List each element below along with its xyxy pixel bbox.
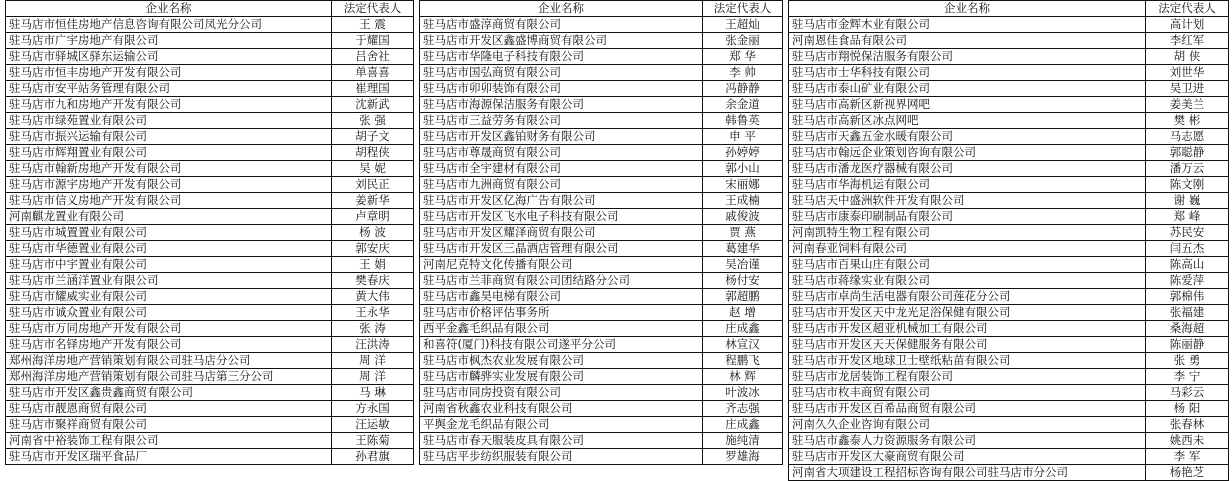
- company-name-cell: 驻马店平步纺织服装有限公司: [420, 449, 703, 465]
- company-name-cell: 驻马店市华德置业有限公司: [6, 241, 332, 257]
- table-row: [789, 113, 1229, 129]
- table-row: [420, 209, 783, 225]
- company-name-cell: 驻马店市高新区冰点网吧: [789, 113, 1146, 129]
- legal-rep-cell: 桑海超: [1146, 321, 1229, 337]
- company-name-cell: 驻马店市聚祥商贸有限公司: [6, 417, 332, 433]
- company-name-cell: 驻马店市万同房地产开发有限公司: [6, 321, 332, 337]
- company-name-cell: 驻马店市开发区耀泽商贸有限公司: [420, 225, 703, 241]
- company-name-cell: 驻马店市卯卯装饰有限公司: [420, 81, 703, 97]
- table-row: [789, 145, 1229, 161]
- legal-rep-cell: 周 洋: [332, 353, 414, 369]
- legal-rep-cell: 姚西未: [1146, 433, 1229, 449]
- table-row: [6, 97, 414, 113]
- company-name-cell: 驻马店市盛淳商贸有限公司: [420, 17, 703, 33]
- company-name-cell: 驻马店市翰新房地产开发有限公司: [6, 161, 332, 177]
- table-row: [789, 193, 1229, 209]
- company-name-header: 企业名称: [6, 1, 332, 17]
- table-row: [420, 129, 783, 145]
- table-row: [789, 465, 1229, 481]
- table-row: [420, 145, 783, 161]
- company-name-cell: 驻马店市鑫泰人力资源服务有限公司: [789, 433, 1146, 449]
- table-row: [6, 129, 414, 145]
- legal-rep-cell: 李 帅: [703, 65, 783, 81]
- company-name-cell: 郑州海洋房地产营销策划有限公司驻马店分公司: [6, 353, 332, 369]
- company-name-cell: 驻马店市信义房地产开发有限公司: [6, 193, 332, 209]
- legal-rep-cell: 贾 燕: [703, 225, 783, 241]
- company-name-cell: 驻马店市开发区百希品商贸有限公司: [789, 401, 1146, 417]
- legal-rep-cell: 胡子文: [332, 129, 414, 145]
- legal-rep-cell: 杨艳芝: [1146, 465, 1229, 481]
- company-name-cell: 驻马店市士华科技有限公司: [789, 65, 1146, 81]
- company-name-cell: 驻马店市华海机运有限公司: [789, 177, 1146, 193]
- table-row: [420, 353, 783, 369]
- table-row: [420, 385, 783, 401]
- company-name-cell: 驻马店市开发区天天保健服务有限公司: [789, 337, 1146, 353]
- legal-rep-cell: 齐志强: [703, 401, 783, 417]
- legal-rep-cell: 胡程侠: [332, 145, 414, 161]
- table-row: [420, 49, 783, 65]
- company-name-cell: 河南省中裕装饰工程有限公司: [6, 433, 332, 449]
- company-name-cell: 驻马店市开发区飞水电子科技有限公司: [420, 209, 703, 225]
- table-row: [789, 369, 1229, 385]
- table-row: [6, 81, 414, 97]
- company-name-cell: 平舆金龙毛织品有限公司: [420, 417, 703, 433]
- table-row: [6, 241, 414, 257]
- company-name-cell: 驻马店市卓尚生活电器有限公司莲花分公司: [789, 289, 1146, 305]
- legal-rep-cell: 马彩云: [1146, 385, 1229, 401]
- legal-rep-cell: 程鹏飞: [703, 353, 783, 369]
- legal-rep-cell: 沈新武: [332, 97, 414, 113]
- table-row: [789, 433, 1229, 449]
- table-row: [789, 337, 1229, 353]
- company-name-cell: 河南凯特生物工程有限公司: [789, 225, 1146, 241]
- table-row: [6, 369, 414, 385]
- table-row: [6, 449, 414, 465]
- legal-rep-cell: 杨付安: [703, 273, 783, 289]
- legal-rep-cell: 孙君旗: [332, 449, 414, 465]
- table-row: [420, 321, 783, 337]
- company-name-cell: 驻马店市开发区大豪商贸有限公司: [789, 449, 1146, 465]
- company-name-cell: 驻马店市康泰印刷制品有限公司: [789, 209, 1146, 225]
- legal-rep-cell: 闫五杰: [1146, 241, 1229, 257]
- legal-rep-cell: 于耀国: [332, 33, 414, 49]
- table-row: [6, 113, 414, 129]
- legal-rep-cell: 赵 增: [703, 305, 783, 321]
- legal-rep-cell: 吴 妮: [332, 161, 414, 177]
- table-row: [420, 369, 783, 385]
- legal-rep-cell: 杨 波: [332, 225, 414, 241]
- table-row: [420, 401, 783, 417]
- company-name-cell: 驻马店市名铎房地产开发有限公司: [6, 337, 332, 353]
- company-name-cell: 驻马店市开发区三晶酒店管理有限公司: [420, 241, 703, 257]
- legal-rep-cell: 王 震: [332, 17, 414, 33]
- company-name-cell: 驻马店市全宇建材有限公司: [420, 161, 703, 177]
- table-row: [420, 17, 783, 33]
- company-name-cell: 驻马店市开发区亿海广告有限公司: [420, 193, 703, 209]
- table-row: [6, 49, 414, 65]
- legal-rep-cell: 冯静静: [703, 81, 783, 97]
- header-row: [6, 1, 414, 17]
- company-name-cell: 驻马店市城置置业有限公司: [6, 225, 332, 241]
- table-row: [789, 449, 1229, 465]
- company-name-cell: 驻马店市安平站务管理有限公司: [6, 81, 332, 97]
- legal-rep-cell: 张春林: [1146, 417, 1229, 433]
- legal-rep-cell: 高计划: [1146, 17, 1229, 33]
- company-name-cell: 驻马店市翔悦保洁服务有限公司: [789, 49, 1146, 65]
- legal-rep-cell: 陈高山: [1146, 257, 1229, 273]
- legal-rep-cell: 宋丽娜: [703, 177, 783, 193]
- legal-rep-cell: 王超灿: [703, 17, 783, 33]
- company-name-cell: 驻马店市潘龙医疗器械有限公司: [789, 161, 1146, 177]
- company-name-cell: 驻马店市开发区瑞平食品厂: [6, 449, 332, 465]
- table-row: [6, 65, 414, 81]
- company-name-cell: 驻马店市金辉木业有限公司: [789, 17, 1146, 33]
- legal-rep-cell: 郭聪静: [1146, 145, 1229, 161]
- table-row: [789, 321, 1229, 337]
- table-row: [420, 337, 783, 353]
- table-body: [789, 17, 1229, 481]
- company-name-cell: 驻马店市枫杰农业发展有限公司: [420, 353, 703, 369]
- legal-rep-cell: 李 宁: [1146, 369, 1229, 385]
- legal-rep-cell: 胡 侠: [1146, 49, 1229, 65]
- company-name-cell: 驻马店市国弘商贸有限公司: [420, 65, 703, 81]
- legal-rep-cell: 卢章明: [332, 209, 414, 225]
- table-row: [789, 305, 1229, 321]
- table-row: [420, 225, 783, 241]
- company-name-cell: 驻马店市九和房地产开发有限公司: [6, 97, 332, 113]
- legal-rep-cell: 余金道: [703, 97, 783, 113]
- legal-rep-cell: 罗雄海: [703, 449, 783, 465]
- company-name-cell: 驻马店市恒佳房地产信息咨询有限公司凤光分公司: [6, 17, 332, 33]
- table-row: [420, 65, 783, 81]
- company-name-cell: 河南省大项建设工程招标咨询有限公司驻马店市分公司: [789, 465, 1146, 481]
- company-name-cell: 西平金鑫毛织品有限公司: [420, 321, 703, 337]
- company-name-cell: 驻马店天中盛洲软件开发有限公司: [789, 193, 1146, 209]
- table-row: [789, 177, 1229, 193]
- table-row: [6, 417, 414, 433]
- table-row: [420, 193, 783, 209]
- company-name-cell: 驻马店市华隆电子科技有限公司: [420, 49, 703, 65]
- table-row: [789, 209, 1229, 225]
- table-row: [789, 225, 1229, 241]
- company-name-header: 企业名称: [789, 1, 1146, 17]
- legal-rep-cell: 谢 巍: [1146, 193, 1229, 209]
- table-row: [420, 241, 783, 257]
- table-row: [6, 433, 414, 449]
- table-row: [789, 17, 1229, 33]
- table-row: [420, 289, 783, 305]
- table-row: [789, 49, 1229, 65]
- company-name-cell: 河南麒龙置业有限公司: [6, 209, 332, 225]
- header-row: [420, 1, 783, 17]
- legal-rep-cell: 郭棉伟: [1146, 289, 1229, 305]
- legal-rep-cell: 单喜喜: [332, 65, 414, 81]
- legal-rep-cell: 陈文刚: [1146, 177, 1229, 193]
- legal-rep-cell: 叶波冰: [703, 385, 783, 401]
- table-row: [6, 273, 414, 289]
- legal-rep-cell: 苏民安: [1146, 225, 1229, 241]
- table-body: [6, 17, 414, 465]
- legal-rep-cell: 崔理国: [332, 81, 414, 97]
- table-row: [6, 337, 414, 353]
- table-row: [420, 305, 783, 321]
- company-name-cell: 驻马店市海源保洁服务有限公司: [420, 97, 703, 113]
- table-row: [789, 417, 1229, 433]
- table-row: [420, 97, 783, 113]
- company-name-cell: 驻马店市中宇置业有限公司: [6, 257, 332, 273]
- company-name-cell: 驻马店市尊晟商贸有限公司: [420, 145, 703, 161]
- table-row: [6, 161, 414, 177]
- table-row: [6, 321, 414, 337]
- company-name-cell: 河南省秋鑫农业科技有限公司: [420, 401, 703, 417]
- table-row: [420, 33, 783, 49]
- company-name-cell: 驻马店市开发区地球卫士壁纸粘苗有限公司: [789, 353, 1146, 369]
- company-name-cell: 郑州海洋房地产营销策划有限公司驻马店第三分公司: [6, 369, 332, 385]
- legal-rep-cell: 张 勇: [1146, 353, 1229, 369]
- company-name-cell: 驻马店市靓恩商贸有限公司: [6, 401, 332, 417]
- table-row: [789, 289, 1229, 305]
- header-row: [789, 1, 1229, 17]
- table-row: [6, 353, 414, 369]
- legal-rep-cell: 潘万云: [1146, 161, 1229, 177]
- company-name-cell: 驻马店市天鑫五金水暖有限公司: [789, 129, 1146, 145]
- legal-rep-cell: 杨 阳: [1146, 401, 1229, 417]
- table-row: [6, 177, 414, 193]
- table-row: [420, 417, 783, 433]
- table-row: [420, 449, 783, 465]
- company-name-cell: 驻马店市麟骅实业发展有限公司: [420, 369, 703, 385]
- legal-rep-cell: 郭小山: [703, 161, 783, 177]
- table-row: [420, 81, 783, 97]
- company-name-cell: 驻马店市三益劳务有限公司: [420, 113, 703, 129]
- company-name-cell: 河南春亚饲料有限公司: [789, 241, 1146, 257]
- legal-rep-cell: 王成楠: [703, 193, 783, 209]
- table-row: [420, 177, 783, 193]
- legal-rep-cell: 孙婷婷: [703, 145, 783, 161]
- legal-rep-cell: 林 辉: [703, 369, 783, 385]
- legal-rep-header: 法定代表人: [703, 1, 783, 17]
- table-row: [789, 401, 1229, 417]
- legal-rep-cell: 李 军: [1146, 449, 1229, 465]
- legal-rep-cell: 陈爱萍: [1146, 273, 1229, 289]
- legal-rep-cell: 施纯清: [703, 433, 783, 449]
- legal-rep-cell: 韩鲁英: [703, 113, 783, 129]
- legal-rep-cell: 张 强: [332, 113, 414, 129]
- table-row: [789, 97, 1229, 113]
- legal-rep-cell: 林宣汉: [703, 337, 783, 353]
- table-row: [789, 385, 1229, 401]
- legal-rep-cell: 张 涛: [332, 321, 414, 337]
- company-name-cell: 驻马店市辉翔置业有限公司: [6, 145, 332, 161]
- company-name-cell: 驻马店市九洲商贸有限公司: [420, 177, 703, 193]
- company-name-cell: 驻马店市鑫昊电梯有限公司: [420, 289, 703, 305]
- registry-table-2: [419, 0, 783, 465]
- legal-rep-cell: 吴卫进: [1146, 81, 1229, 97]
- company-name-cell: 驻马店市开发区天中龙光足浴保健有限公司: [789, 305, 1146, 321]
- company-name-cell: 驻马店市泰山矿业有限公司: [789, 81, 1146, 97]
- legal-rep-cell: 姜美兰: [1146, 97, 1229, 113]
- table-row: [420, 257, 783, 273]
- company-name-cell: 驻马店市兰涵洋置业有限公司: [6, 273, 332, 289]
- company-name-header: 企业名称: [420, 1, 703, 17]
- company-name-cell: 驻马店市兰菲商贸有限公司团结路分公司: [420, 273, 703, 289]
- legal-rep-cell: 汪洪涛: [332, 337, 414, 353]
- legal-rep-cell: 周 洋: [332, 369, 414, 385]
- legal-rep-cell: 樊春庆: [332, 273, 414, 289]
- company-name-cell: 河南恩佳食品有限公司: [789, 33, 1146, 49]
- table-row: [6, 193, 414, 209]
- company-name-cell: 驻马店市驿城区驿东运输公司: [6, 49, 332, 65]
- legal-rep-cell: 吕舍社: [332, 49, 414, 65]
- table-row: [6, 257, 414, 273]
- company-name-cell: 驻马店市龙居装饰工程有限公司: [789, 369, 1146, 385]
- company-name-cell: 驻马店市开发区鑫盛博商贸有限公司: [420, 33, 703, 49]
- table-body: [420, 17, 783, 465]
- legal-rep-cell: 张金丽: [703, 33, 783, 49]
- legal-rep-cell: 陈丽静: [1146, 337, 1229, 353]
- company-name-cell: 驻马店市恒丰房地产开发有限公司: [6, 65, 332, 81]
- company-name-cell: 驻马店市翰远企业策划咨询有限公司: [789, 145, 1146, 161]
- legal-rep-cell: 王陈菊: [332, 433, 414, 449]
- company-name-cell: 驻马店市开发区鑫贵鑫商贸有限公司: [6, 385, 332, 401]
- company-name-cell: 驻马店市耀威实业有限公司: [6, 289, 332, 305]
- table-row: [789, 129, 1229, 145]
- legal-rep-header: 法定代表人: [1146, 1, 1229, 17]
- company-name-cell: 驻马店市振兴运输有限公司: [6, 129, 332, 145]
- company-name-cell: 驻马店市价格评估事务所: [420, 305, 703, 321]
- company-name-cell: 和喜符(厦门)科技有限公司遂平分公司: [420, 337, 703, 353]
- legal-rep-cell: 黄大伟: [332, 289, 414, 305]
- table-row: [6, 145, 414, 161]
- legal-rep-cell: 庄成鑫: [703, 417, 783, 433]
- company-name-cell: 驻马店市春天服装皮具有限公司: [420, 433, 703, 449]
- company-name-cell: 驻马店市枚丰商贸有限公司: [789, 385, 1146, 401]
- table-row: [420, 433, 783, 449]
- table-row: [789, 273, 1229, 289]
- legal-rep-cell: 方永国: [332, 401, 414, 417]
- legal-rep-cell: 戚俊波: [703, 209, 783, 225]
- company-name-cell: 驻马店市诚众置业有限公司: [6, 305, 332, 321]
- company-name-cell: 河南尼克特文化传播有限公司: [420, 257, 703, 273]
- company-name-cell: 驻马店市广宇房地产有限公司: [6, 33, 332, 49]
- legal-rep-cell: 姜新华: [332, 193, 414, 209]
- legal-rep-cell: 马 琳: [332, 385, 414, 401]
- legal-rep-cell: 王 娟: [332, 257, 414, 273]
- legal-rep-cell: 刘民正: [332, 177, 414, 193]
- legal-rep-header: 法定代表人: [332, 1, 414, 17]
- legal-rep-cell: 葛建华: [703, 241, 783, 257]
- table-row: [6, 401, 414, 417]
- table-row: [6, 305, 414, 321]
- legal-rep-cell: 樊 彬: [1146, 113, 1229, 129]
- table-row: [789, 161, 1229, 177]
- table-row: [789, 81, 1229, 97]
- table-row: [420, 161, 783, 177]
- table-row: [6, 17, 414, 33]
- legal-rep-cell: 马志愿: [1146, 129, 1229, 145]
- company-name-cell: 驻马店市开发区超亚机械加工有限公司: [789, 321, 1146, 337]
- table-row: [6, 33, 414, 49]
- table-row: [789, 65, 1229, 81]
- table-row: [6, 289, 414, 305]
- legal-rep-cell: 庄成鑫: [703, 321, 783, 337]
- company-name-cell: 驻马店市源宇房地产开发有限公司: [6, 177, 332, 193]
- legal-rep-cell: 王永华: [332, 305, 414, 321]
- legal-rep-cell: 刘世华: [1146, 65, 1229, 81]
- legal-rep-cell: 李红军: [1146, 33, 1229, 49]
- table-row: [6, 385, 414, 401]
- legal-rep-cell: 郑 华: [703, 49, 783, 65]
- table-row: [420, 113, 783, 129]
- table-row: [420, 273, 783, 289]
- legal-rep-cell: 申 平: [703, 129, 783, 145]
- table-row: [789, 257, 1229, 273]
- registry-table-3: [788, 0, 1229, 481]
- legal-rep-cell: 汪运敏: [332, 417, 414, 433]
- registry-table-1: [5, 0, 414, 465]
- legal-rep-cell: 郭安庆: [332, 241, 414, 257]
- table-row: [6, 209, 414, 225]
- legal-rep-cell: 张福建: [1146, 305, 1229, 321]
- legal-rep-cell: 吴冶谨: [703, 257, 783, 273]
- table-row: [789, 241, 1229, 257]
- legal-rep-cell: 郑 峰: [1146, 209, 1229, 225]
- company-name-cell: 驻马店市百果山庄有限公司: [789, 257, 1146, 273]
- company-name-cell: 驻马店市同房投资有限公司: [420, 385, 703, 401]
- company-name-cell: 驻马店市蒋缘实业有限公司: [789, 273, 1146, 289]
- legal-rep-cell: 郭超鹏: [703, 289, 783, 305]
- table-row: [789, 33, 1229, 49]
- table-row: [6, 225, 414, 241]
- table-row: [789, 353, 1229, 369]
- company-name-cell: 驻马店市开发区鑫铂财务有限公司: [420, 129, 703, 145]
- company-name-cell: 驻马店市绿苑置业有限公司: [6, 113, 332, 129]
- company-name-cell: 河南久久企业咨询有限公司: [789, 417, 1146, 433]
- company-name-cell: 驻马店市高新区新视界网吧: [789, 97, 1146, 113]
